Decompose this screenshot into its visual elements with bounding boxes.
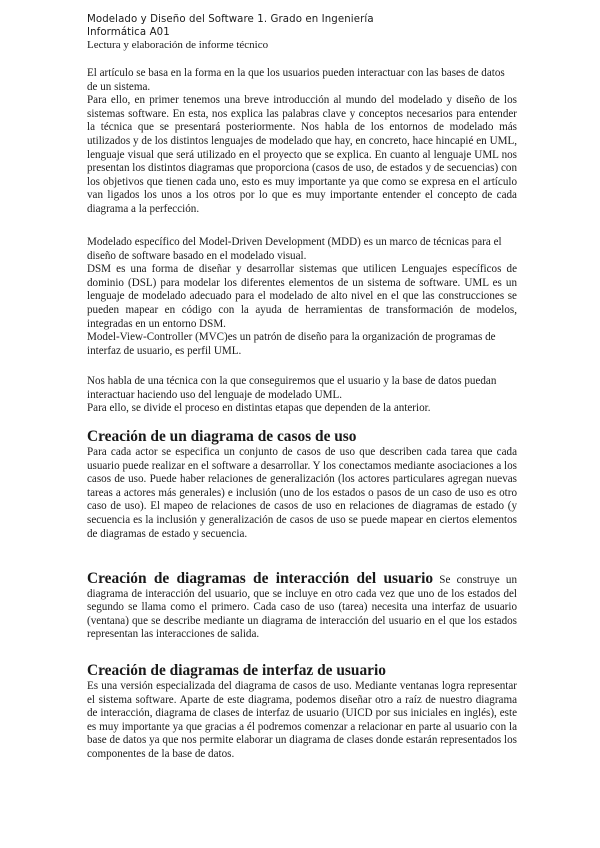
interaction-body: Se construye un diagrama de interacción del usuario, que se incluye en otro cada vez que uno de los estados del segundo se llama como el primero. Cada caso de uso (tarea) necesita una interfaz de usuario (ventana) que se describe mediante un diagrama de interacción del usuario en el que los estados representan las interacciones de salida.: [87, 574, 518, 641]
use-cases-section: [87, 428, 517, 541]
mvc-paragraph: Model-View-Controller (MVC)es un patrón de diseño para la organización de programas de interfaz de usuario, es perfil UML.: [87, 331, 496, 357]
intro-block: [87, 67, 517, 217]
header-course-line: Modelado y Diseño del Software 1. Grado en Ingeniería: [87, 14, 374, 25]
interface-heading: Creación de diagramas de interfaz de usuario: [87, 662, 386, 679]
interface-section: [87, 662, 517, 762]
interaction-heading: Creación de diagramas de interacción del usuario: [87, 570, 434, 587]
technique-paragraph-2: Para ello, se divide el proceso en distintas etapas que dependen de la anterior.: [87, 402, 431, 415]
intro-paragraph-2: Para ello, en primer tenemos una breve introducción al mundo del modelado y diseño de los sistemas software. En esta, nos explica las palabras clave y conceptos necesarios para entender la técnica que se presentará posteriormente. Nos habla de los entornos de modelado más utilizados y de los distintos lenguajes de modelado que hay, en concreto, hace hincapié en UML, lenguaje visual que será utilizado en el proyecto que se explica. En cuanto al lenguaje UML nos presentan los distintos diagramas que proporciona (casos de uso, de estados y de secuencias) con los objetivos que tienen cada uno, esto es muy importante ya que como se expresa en el artículo van ligados los unos a los otros por lo que es muy importante entender el concepto de cada diagrama a la perfección.: [87, 94, 517, 215]
definitions-block: [87, 236, 517, 358]
technique-block: [87, 375, 517, 416]
intro-paragraph-1: El artículo se basa en la forma en la que los usuarios pueden interactuar con las bases de datos de un sistema.: [87, 67, 505, 93]
header-group-line: Informática A01: [87, 27, 170, 38]
header-task-line: Lectura y elaboración de informe técnico: [87, 39, 269, 51]
interface-body: Es una versión especializada del diagrama de casos de uso. Mediante ventanas logra representar el sistema software. Aparte de este diagrama, podemos diseñar otro a raíz de nuestro diagrama de interacción, diagrama de clases de interfaz de usuario (UICD por sus iniciales en inglés), este es muy importante ya que gracias a él podremos comenzar a relacionar en parte al usuario con la base de datos ya que nos permite elaborar un diagrama de clases donde estarán representados los componentes de la base de datos.: [87, 680, 517, 760]
use-cases-body: Para cada actor se especifica un conjunto de casos de uso que describen cada tarea que cada usuario puede realizar en el software a desarrollar. Y los conectamos mediante asociaciones a los casos de uso. Puede haber relaciones de generalización (los actores particulares agregan nuevas tareas a actores más generales) e inclusión (uno de los estados o pasos de un caso de uso es otro caso de uso). El mapeo de relaciones de casos de uso en relaciones de diagramas de estado (y secuencia es la inclusión y generalización de casos de uso se puede mapear en ciertos elementos de diagramas de estado y secuencia.: [87, 446, 517, 540]
mdd-paragraph: Modelado específico del Model-Driven Development (MDD) es un marco de técnicas para el diseño de software basado en el modelado visual.: [87, 236, 502, 262]
dsm-paragraph: DSM es una forma de diseñar y desarrollar sistemas que utilicen Lenguajes específicos de dominio (DSL) para modelar los diferentes elementos de un sistema de software. UML es un lenguaje de modelado adecuado para el modelado de alto nivel en el que las construcciones se pueden mapear en código con la ayuda de herramientas de transformación de modelos, integradas en un entorno DSM.: [87, 263, 517, 330]
use-cases-heading: Creación de un diagrama de casos de uso: [87, 428, 357, 445]
interaction-section: [87, 572, 517, 642]
technique-paragraph-1: Nos habla de una técnica con la que conseguiremos que el usuario y la base de datos puedan interactuar haciendo uso del lenguaje de modelado UML.: [87, 375, 497, 401]
